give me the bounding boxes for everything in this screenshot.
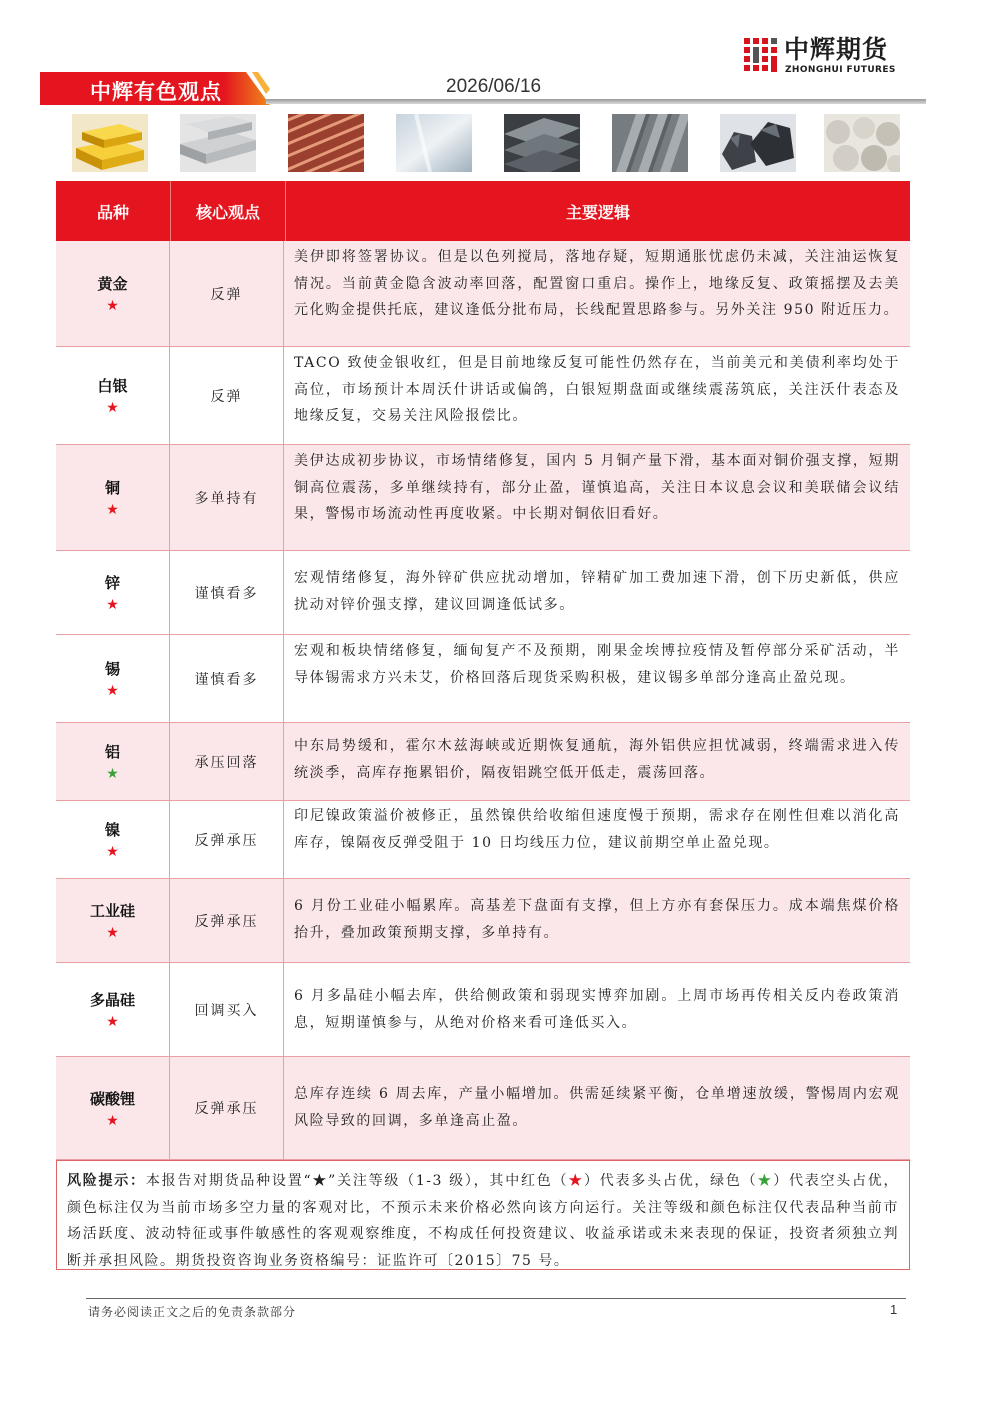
metal-image-strip xyxy=(72,114,900,172)
risk-text-3: ）代表空头占优，颜色标注仅为当前市场多空力量的客观对比，不预示未来价格必然向该方向运行。关注等级和颜色标注仅代表品种当前市场活跃度、波动特征或事件敏感性的客观观察维度，不构成任何投资建议、收益承诺或未来表现的保证，投资者须独立判断并承担风险。期货投资咨询业务资格编号：证监许可〔2015〕75 号。 xyxy=(67,1173,900,1269)
star-rating-icon: ★ xyxy=(106,683,119,699)
table-row-silver xyxy=(56,347,910,445)
variety-name: 铝 xyxy=(104,743,120,761)
table-row-aluminum xyxy=(56,723,910,801)
brand-name-cn: 中辉期货 xyxy=(784,35,889,64)
variety-cell xyxy=(56,879,170,962)
main-logic: 宏观情绪修复，海外锌矿供应扰动增加，锌精矿加工费加速下滑，创下历史新低，供应扰动对锌价强支撑，建议回调逢低试多。 xyxy=(294,570,900,613)
main-logic: TACO 致使金银收红，但是目前地缘反复可能性仍然存在，当前美元和美债利率均处于高位，市场预计本周沃什讲话或偏鸽，白银短期盘面或继续震荡筑底，关注沃什表态及地缘反复，交易关注风险报偿比。 xyxy=(294,355,900,424)
table-row-polysilicon xyxy=(56,963,910,1057)
brand-logo xyxy=(744,36,914,76)
core-view: 反弹 xyxy=(170,347,284,444)
report-date: 2026/06/16 xyxy=(446,76,542,97)
header-divider xyxy=(266,99,926,104)
tin-plates-image xyxy=(504,114,580,172)
red-star-icon: ★ xyxy=(568,1173,585,1189)
col-header-core-view: 核心观点 xyxy=(170,181,285,241)
variety-name: 碳酸锂 xyxy=(89,1089,135,1108)
star-rating-icon: ★ xyxy=(106,1014,119,1030)
variety-cell xyxy=(56,445,170,550)
core-view: 反弹 xyxy=(170,241,284,346)
main-logic: 总库存连续 6 周去库，产量小幅增加。供需延续紧平衡，仓单增速放缓，警惕周内宏观风险导致的回调，多单逢高止盈。 xyxy=(294,1086,900,1129)
variety-name: 多晶硅 xyxy=(89,991,135,1009)
table-row-copper xyxy=(56,445,910,551)
main-logic: 美伊达成初步协议，市场情绪修复，国内 5 月铜产量下滑，基本面对铜价强支撑，短期铜高位震荡，多单继续持有，部分止盈，谨慎追高，关注日本议息会议和美联储会议结果，警惕市场流动性再度收紧。中长期对铜依旧看好。 xyxy=(294,453,900,522)
variety-cell xyxy=(56,347,170,444)
main-logic: 中东局势缓和，霍尔木兹海峡或近期恢复通航，海外铝供应担忧减弱，终端需求进入传统淡季，高库存拖累铝价，隔夜铝跳空低开低走，震荡回落。 xyxy=(294,738,900,781)
table-header xyxy=(56,181,910,241)
col-header-variety: 品种 xyxy=(96,202,129,222)
main-logic: 6 月多晶硅小幅去库，供给侧政策和弱现实博弈加剧。上周市场再传相关反内卷政策消息，短期谨慎参与，从绝对价格来看可逢低买入。 xyxy=(294,988,900,1031)
variety-name: 锡 xyxy=(104,660,120,678)
star-rating-icon: ★ xyxy=(106,400,119,416)
footer-divider xyxy=(86,1298,906,1299)
risk-notice xyxy=(56,1160,910,1270)
gold-bars-image xyxy=(72,114,148,172)
col-header-main-logic: 主要逻辑 xyxy=(285,181,910,241)
core-view: 多单持有 xyxy=(170,445,284,550)
core-view: 谨慎看多 xyxy=(170,635,284,722)
star-rating-icon: ★ xyxy=(106,502,119,518)
star-rating-icon: ★ xyxy=(106,298,119,314)
brand-mark-icon xyxy=(744,38,778,72)
variety-name: 镍 xyxy=(104,821,120,839)
main-logic: 美伊即将签署协议。但是以色列搅局，落地存疑，短期通胀忧虑仍未减，关注油运恢复情况。当前黄金隐含波动率回落，配置窗口重启。操作上，地缘反复、政策摇摆及去美元化购金提供托底，建议逢低分批布局，长线配置思路参与。另外关注 950 附近压力。 xyxy=(294,249,900,318)
variety-name: 锌 xyxy=(104,574,120,592)
risk-text-1: 本报告对期货品种设置“★”关注等级（1-3 级），其中红色（ xyxy=(145,1173,569,1189)
core-view: 反弹承压 xyxy=(170,879,284,962)
variety-cell xyxy=(56,551,170,634)
variety-name: 铜 xyxy=(104,479,120,497)
table-row-lithium-carbonate xyxy=(56,1057,910,1160)
core-view: 承压回落 xyxy=(170,723,284,800)
star-rating-icon: ★ xyxy=(106,1112,119,1129)
zinc-sheet-image xyxy=(396,114,472,172)
risk-label: 风险提示： xyxy=(67,1173,146,1189)
silicon-lumps-image xyxy=(824,114,900,172)
copper-wire-image xyxy=(288,114,364,172)
variety-cell xyxy=(56,1057,170,1159)
table-row-gold xyxy=(56,241,910,347)
green-star-icon: ★ xyxy=(757,1173,774,1189)
variety-cell xyxy=(56,241,170,346)
variety-name: 工业硅 xyxy=(89,902,135,920)
variety-name: 白银 xyxy=(97,377,128,395)
variety-cell xyxy=(56,723,170,800)
main-logic: 印尼镍政策溢价被修正，虽然镍供给收缩但速度慢于预期，需求存在刚性但难以消化高库存，镍隔夜反弹受阻于 10 日均线压力位，建议前期空单止盈兑现。 xyxy=(294,808,900,851)
variety-name: 黄金 xyxy=(97,275,128,293)
viewpoint-table xyxy=(56,181,910,1160)
main-logic: 宏观和板块情绪修复，缅甸复产不及预期，刚果金埃博拉疫情及暂停部分采矿活动，半导体锡需求方兴未艾，价格回落后现货采购积极，建议锡多单部分逢高止盈兑现。 xyxy=(294,643,900,686)
main-logic: 6 月份工业硅小幅累库。高基差下盘面有支撑，但上方亦有套保压力。成本端焦煤价格抬升，叠加政策预期支撑，多单持有。 xyxy=(294,898,900,941)
nickel-ore-image xyxy=(720,114,796,172)
table-row-tin xyxy=(56,635,910,723)
brand-name-en: ZHONGHUI FUTURES xyxy=(785,65,896,75)
star-rating-icon: ★ xyxy=(106,844,119,860)
star-rating-icon: ★ xyxy=(106,766,119,782)
core-view: 回调买入 xyxy=(170,963,284,1056)
disclaimer-note: 请务必阅读正文之后的免责条款部分 xyxy=(88,1305,297,1319)
star-rating-icon: ★ xyxy=(106,597,119,613)
variety-cell xyxy=(56,635,170,722)
core-view: 反弹承压 xyxy=(170,1057,284,1159)
risk-text-2: ）代表多头占优，绿色（ xyxy=(584,1173,758,1189)
aluminum-bars-image xyxy=(612,114,688,172)
variety-cell xyxy=(56,801,170,878)
core-view: 谨慎看多 xyxy=(170,551,284,634)
silver-ingots-image xyxy=(180,114,256,172)
banner-title: 中辉有色观点 xyxy=(90,80,222,104)
table-row-nickel xyxy=(56,801,910,879)
star-rating-icon: ★ xyxy=(106,925,119,941)
core-view: 反弹承压 xyxy=(170,801,284,878)
table-row-industrial-silicon xyxy=(56,879,910,963)
table-row-zinc xyxy=(56,551,910,635)
page-number: 1 xyxy=(890,1302,898,1317)
variety-cell xyxy=(56,963,170,1056)
